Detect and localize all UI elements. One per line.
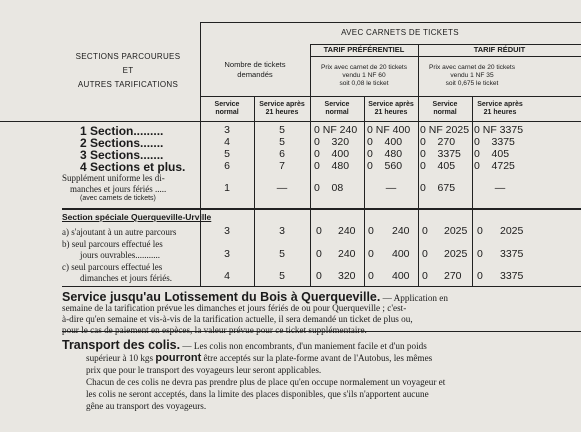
tarif-underline-red (418, 56, 581, 57)
cell-r2b: 2025 (500, 225, 524, 237)
header-rule-4 (0, 121, 581, 122)
cell-r1: 0 NF 2025 (420, 124, 470, 136)
colis-line-4: Chacun de ces colis ne devra pas prendre plus de place qu'en occupe normalement un voyageur et (86, 377, 446, 387)
cell-r2: 0 405 (474, 148, 510, 160)
lotissement-line-4: pour le cas de paiement en espèces, la valeur prévue pour ce ticket supplémentaire. (62, 325, 367, 335)
cell-p2a: 0 (368, 225, 374, 237)
cell-p2b: 400 (392, 248, 410, 260)
service-normal-r-2: normal (433, 109, 457, 116)
cell-n2: 3 (279, 225, 285, 237)
col-vert-nombre-2 (310, 210, 311, 286)
colis-line-3: prix que pour le transport des voyageurs leur seront applicables. (86, 365, 322, 375)
lotissement-line-3: à-dire qu'en semaine et vis-à-vis de la tarification actuelle, il sera demandé un ticket de plus ou, (62, 314, 413, 324)
left-title-3: AUTRES TARIFICATIONS (77, 80, 179, 89)
lotissement-title: Service jusqu'au Lotissement du Bois à Querqueville. (62, 290, 381, 304)
cell-n2: 7 (279, 160, 285, 172)
cell-p2: 0 NF 400 (367, 124, 411, 136)
cell-p1a: 0 (316, 248, 322, 260)
colis-title: Transport des colis. (62, 338, 181, 352)
service-normal-p-2: normal (325, 109, 349, 116)
col-vert-r-2 (472, 210, 473, 286)
cell-p1: 0 08 (314, 182, 344, 194)
cell-p2: 0 480 (367, 148, 403, 160)
left-title-1: SECTIONS PARCOURUES (75, 52, 181, 61)
cell-r2: 0 4725 (474, 160, 515, 172)
special-c-label-2: dimanches et jours fériés. (80, 273, 172, 283)
cell-p2b: 240 (392, 225, 410, 237)
tarif-reduit-heading: TARIF RÉDUIT (473, 45, 526, 54)
special-rule (62, 208, 581, 210)
header-rule-3 (200, 96, 581, 97)
row-label: 1 Section......... (80, 124, 164, 138)
service-apres-r-1: Service après (477, 101, 523, 108)
service-normal-n-2: normal (215, 109, 239, 116)
cell-n2: 5 (279, 248, 285, 260)
cell-n1: 4 (224, 136, 230, 148)
tarif-underline-pref (310, 56, 418, 57)
cell-p1a: 0 (316, 225, 322, 237)
colis-text-2b: pourront (155, 352, 202, 364)
nombre-heading-2: demandés (237, 70, 273, 79)
cell-n2: 5 (279, 124, 285, 136)
special-b-label-2: jours ouvrables........... (80, 250, 160, 260)
lotissement-line-1 (62, 290, 448, 304)
cell-r1b: 2025 (444, 248, 468, 260)
cell-n1: 1 (224, 182, 230, 194)
tarif-pref-sub-2: vendu 1 NF 60 (342, 72, 386, 79)
cell-n2: 5 (279, 136, 285, 148)
colis-text-2a: supérieur à 10 kgs (86, 353, 156, 363)
tarif-red-sub-1: Prix avec carnet de 20 tickets (428, 64, 516, 71)
service-apres-n-1: Service après (259, 101, 305, 108)
cell-n1: 3 (224, 225, 230, 237)
colis-text-1: Les colis non encombrants, d'un maniement facile et d'un poids (193, 341, 427, 351)
cell-n1: 3 (224, 124, 230, 136)
tarif-red-sub-3: soit 0,675 le ticket (445, 80, 499, 87)
cell-r2a: 0 (477, 225, 483, 237)
row-label: 3 Sections....... (80, 148, 164, 162)
lotissement-text-1: Application en (393, 293, 448, 303)
cell-r1a: 0 (422, 270, 428, 282)
special-section-title: Section spéciale Querqueville-Urville (62, 212, 212, 222)
colis-text-2c: être acceptés sur la plate-forme avant de l'Autobus, les mêmes (201, 353, 433, 363)
cell-r1: 0 675 (420, 182, 456, 194)
service-apres-r-2: 21 heures (483, 109, 517, 116)
cell-n1: 5 (224, 148, 230, 160)
cell-r2: 0 3375 (474, 136, 515, 148)
supplement-line-2: manches et jours fériés ..... (70, 184, 167, 194)
left-title-2: ET (122, 66, 134, 75)
service-apres-n-2: 21 heures (265, 109, 299, 116)
cell-p1: 0 NF 240 (314, 124, 358, 136)
cell-n1: 6 (224, 160, 230, 172)
cell-n1: 4 (224, 270, 230, 282)
cell-r2b: 3375 (500, 270, 524, 282)
col-vert-pr-2 (418, 210, 419, 286)
cell-n2: 5 (279, 270, 285, 282)
colis-line-6: gêne au transport des voyageurs. (86, 401, 207, 411)
cell-p1: 0 400 (314, 148, 350, 160)
cell-r1: 0 3375 (420, 148, 461, 160)
special-b-label-1: b) seul parcours effectué les (62, 239, 163, 249)
service-normal-n-1: Service (214, 101, 240, 108)
cell-r2a: 0 (477, 270, 483, 282)
colis-line-1 (62, 338, 427, 352)
cell-r1a: 0 (422, 248, 428, 260)
supplement-line-3: (avec carnets de tickets) (80, 195, 156, 202)
cell-r1b: 270 (444, 270, 462, 282)
row-label: 4 Sections et plus. (80, 160, 186, 174)
cell-r2a: 0 (477, 248, 483, 260)
cell-p2b: 400 (392, 270, 410, 282)
service-apres-p-1: Service après (368, 101, 414, 108)
cell-p1a: 0 (316, 270, 322, 282)
cell-r2b: 3375 (500, 248, 524, 260)
service-normal-r-1: Service (432, 101, 458, 108)
colis-line-5: les colis ne seront acceptés, dans la limite des places disponibles, que s'ils n'apportent aucune (86, 389, 429, 399)
cell-p2a: 0 (368, 270, 374, 282)
col-vert-p-2 (364, 210, 365, 286)
row-label: 2 Sections....... (80, 136, 164, 150)
cell-r1: 0 270 (420, 136, 456, 148)
cell-r2: 0 NF 3375 (474, 124, 524, 136)
colis-line-2 (86, 352, 432, 364)
cell-n2: 6 (279, 148, 285, 160)
colis-dash: — (180, 341, 194, 351)
nombre-heading-1: Nombre de tickets (224, 60, 286, 69)
cell-p2: 0 400 (367, 136, 403, 148)
cell-r1b: 2025 (444, 225, 468, 237)
cell-p2a: 0 (368, 248, 374, 260)
cell-p1b: 320 (338, 270, 356, 282)
supplement-line-1: Supplément uniforme les di- (62, 173, 165, 183)
cell-p1b: 240 (338, 248, 356, 260)
special-a-label: a) s'ajoutant à un autre parcours (62, 227, 177, 237)
cell-p2: 0 560 (367, 160, 403, 172)
tarif-red-sub-2: vendu 1 NF 35 (450, 72, 494, 79)
table-bottom-rule (62, 286, 581, 287)
avec-carnets-heading: AVEC CARNETS DE TICKETS (341, 28, 459, 37)
special-c-label-1: c) seul parcours effectué les (62, 262, 163, 272)
cell-r2: — (494, 182, 506, 194)
cell-p1b: 240 (338, 225, 356, 237)
lotissement-line-2: semaine de la tarification prévue les dimanches et jours fériés de ou pour Querqueville ; c'est- (62, 303, 407, 313)
cell-p1: 0 480 (314, 160, 350, 172)
cell-n1: 3 (224, 248, 230, 260)
cell-r1a: 0 (422, 225, 428, 237)
service-normal-p-1: Service (324, 101, 350, 108)
cell-p2: — (385, 182, 397, 194)
table-top-rule (200, 22, 581, 23)
tarif-pref-sub-1: Prix avec carnet de 20 tickets (320, 64, 408, 71)
service-apres-p-2: 21 heures (374, 109, 408, 116)
lotissement-dash: — (380, 293, 394, 303)
cell-n2: — (276, 182, 288, 194)
cell-r1: 0 405 (420, 160, 456, 172)
tarif-pref-sub-3: soit 0,08 le ticket (339, 80, 389, 87)
tarif-preferentiel-heading: TARIF PRÉFÉRENTIEL (323, 45, 405, 54)
cell-p1: 0 320 (314, 136, 350, 148)
